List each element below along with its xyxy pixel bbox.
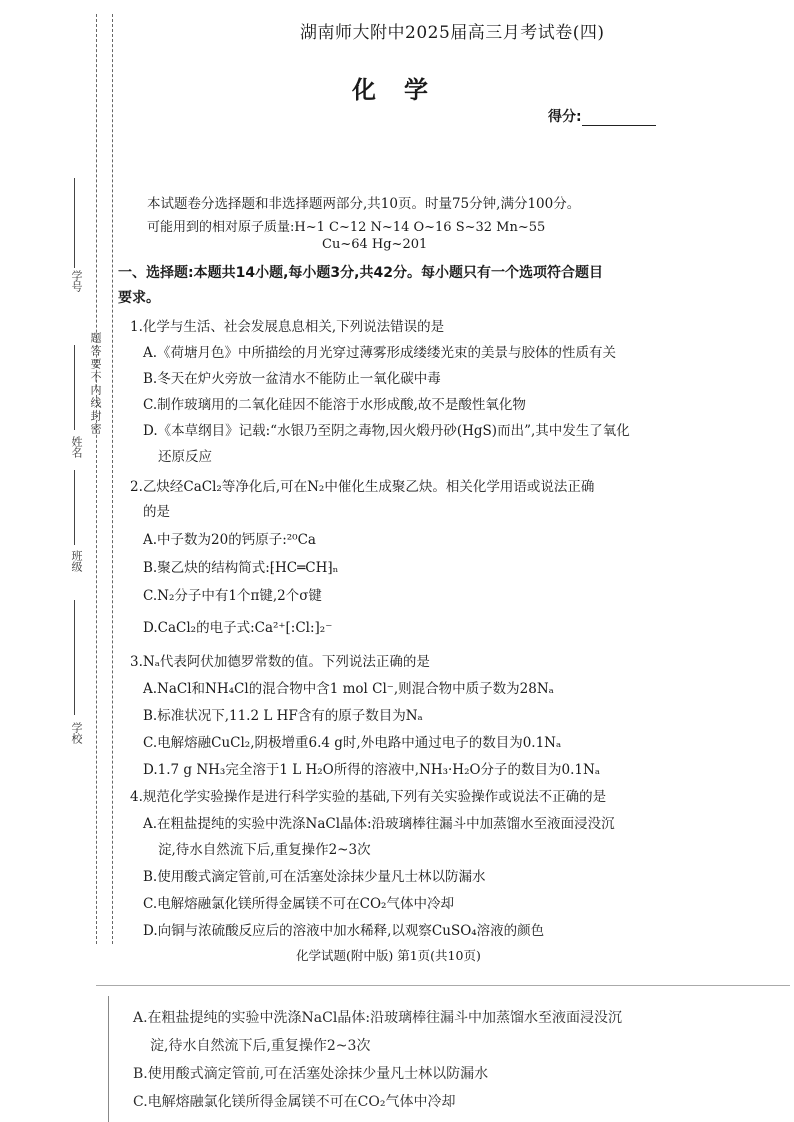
- fragment-option-a: A.在粗盐提纯的实验中洗涤NaCl晶体:沿玻璃棒往漏斗中加蒸馏水至液面浸没沉: [133, 1010, 623, 1026]
- binding-dashed-line-inner: [112, 14, 113, 944]
- q4-option-c: C.电解熔融氯化镁所得金属镁不可在CO₂气体中冷却: [143, 896, 454, 912]
- q2-option-a: A.中子数为20的钙原子:²⁰Ca: [143, 532, 316, 548]
- intro-line-2: 可能用到的相对原子质量:H~1 C~12 N~14 O~16 S~32 Mn~55: [147, 220, 546, 235]
- q4-option-b: B.使用酸式滴定管前,可在活塞处涂抹少量凡士林以防漏水: [143, 869, 486, 885]
- section-heading-line-1: 一、选择题:本题共14小题,每小题3分,共42分。每小题只有一个选项符合题目: [118, 265, 603, 281]
- q4-option-d: D.向铜与浓硫酸反应后的溶液中加水稀释,以观察CuSO₄溶液的颜色: [143, 923, 545, 939]
- q1-option-d: D.《本草纲目》记载:“水银乃至阴之毒物,因火煅丹砂(HgS)而出”,其中发生了氧化: [143, 423, 630, 439]
- intro-line-3: Cu~64 Hg~201: [322, 237, 428, 252]
- score-field: [548, 106, 656, 126]
- name-label: 姓名: [70, 436, 83, 458]
- q1-option-b: B.冬天在炉火旁放一盆清水不能防止一氧化碳中毒: [143, 371, 441, 387]
- fragment-option-a-cont: 淀,待水自然流下后,重复操作2~3次: [150, 1038, 371, 1054]
- fragment-left-border: [108, 996, 109, 1122]
- fragment-option-c: C.电解熔融氯化镁所得金属镁不可在CO₂气体中冷却: [133, 1094, 456, 1110]
- subject-title: 化学: [352, 76, 456, 104]
- student-no-label: 学号: [70, 270, 83, 292]
- class-line: [74, 470, 75, 545]
- q2-option-b: B.聚乙炔的结构简式:⁅HC═CH⁆ₙ: [143, 560, 339, 576]
- q3-option-d: D.1.7 g NH₃完全溶于1 L H₂O所得的溶液中,NH₃·H₂O分子的数目为0.1Nₐ: [143, 762, 601, 778]
- q2-stem: 2.乙炔经CaCl₂等净化后,可在N₂中催化生成聚乙炔。相关化学用语或说法正确: [130, 479, 595, 495]
- exam-title: 湖南师大附中2025届高三月考试卷(四): [300, 23, 605, 43]
- q2-option-d: D.CaCl₂的电子式:Ca²⁺[:Cl:]₂⁻: [143, 620, 333, 636]
- q3-option-b: B.标准状况下,11.2 L HF含有的原子数目为Nₐ: [143, 708, 423, 724]
- school-line: [74, 600, 75, 715]
- fragment-option-b: B.使用酸式滴定管前,可在活塞处涂抹少量凡士林以防漏水: [133, 1066, 489, 1082]
- school-label: 学校: [70, 722, 83, 744]
- student-no-line: [74, 178, 75, 268]
- q1-option-c: C.制作玻璃用的二氧化硅因不能溶于水形成酸,故不是酸性氧化物: [143, 397, 526, 413]
- q3-stem: 3.Nₐ代表阿伏加德罗常数的值。下列说法正确的是: [130, 654, 430, 670]
- score-label: 得分:: [548, 109, 582, 125]
- page-divider: [96, 985, 790, 986]
- q4-option-a: A.在粗盐提纯的实验中洗涤NaCl晶体:沿玻璃棒往漏斗中加蒸馏水至液面浸没沉: [143, 816, 615, 832]
- binding-dashed-line-outer: [96, 14, 97, 944]
- q3-option-a: A.NaCl和NH₄Cl的混合物中含1 mol Cl⁻,则混合物中质子数为28Nₐ: [143, 681, 554, 697]
- seal-line-notice: 题答要不内线封密: [89, 332, 102, 436]
- page-footer: 化学试题(附中版) 第1页(共10页): [296, 948, 481, 963]
- q2-option-c: C.N₂分子中有1个π键,2个σ键: [143, 588, 322, 604]
- intro-line-1: 本试题卷分选择题和非选择题两部分,共10页。时量75分钟,满分100分。: [147, 196, 581, 212]
- class-label: 班级: [70, 550, 83, 572]
- q4-option-a-cont: 淀,待水自然流下后,重复操作2~3次: [158, 842, 371, 858]
- name-line: [74, 345, 75, 430]
- q1-option-d-cont: 还原反应: [158, 449, 212, 465]
- section-heading-line-2: 要求。: [118, 290, 160, 306]
- q4-stem: 4.规范化学实验操作是进行科学实验的基础,下列有关实验操作或说法不正确的是: [130, 789, 607, 805]
- q3-option-c: C.电解熔融CuCl₂,阴极增重6.4 g时,外电路中通过电子的数目为0.1Nₐ: [143, 735, 562, 751]
- q2-stem-cont: 的是: [143, 504, 170, 520]
- q1-stem: 1.化学与生活、社会发展息息相关,下列说法错误的是: [130, 319, 445, 335]
- score-blank[interactable]: [582, 111, 656, 126]
- q1-option-a: A.《荷塘月色》中所描绘的月光穿过薄雾形成缕缕光束的美景与胶体的性质有关: [143, 345, 617, 361]
